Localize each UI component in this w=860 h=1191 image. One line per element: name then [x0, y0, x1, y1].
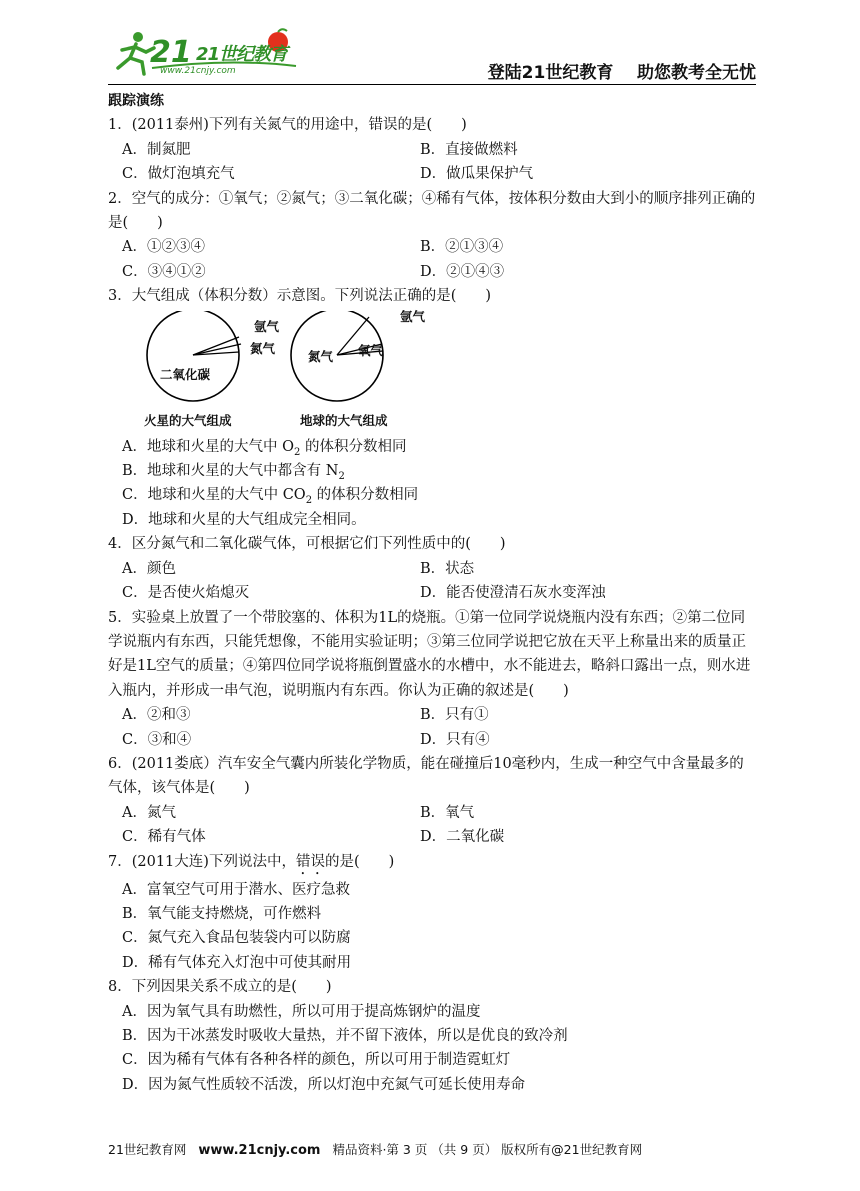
question-1-option-b: B．直接做燃料	[420, 141, 518, 158]
question-7-stem: 7．(2011大连)下列说法中，错误的是( )	[108, 853, 395, 870]
question-7	[108, 850, 758, 976]
question-1-option-c: C．做灯泡填充气	[122, 166, 235, 183]
question-3-option-a: A．地球和火星的大气中 $O_2$ 的体积分数相同	[122, 438, 407, 458]
question-1	[108, 113, 758, 186]
question-1-stem: 1．(2011泰州)下列有关氮气的用途中，错误的是( )	[108, 117, 467, 134]
question-8-stem: 8．下列因果关系不成立的是( )	[108, 979, 332, 996]
page-footer	[108, 1140, 758, 1158]
mars-caption: 火星的大气组成	[144, 412, 232, 428]
question-3-option-d: D．地球和火星的大气组成完全相同。	[122, 511, 366, 528]
question-2-option-c: C．③④①②	[122, 263, 206, 280]
logo-text: 21世纪教育	[196, 44, 288, 65]
atmosphere-figure	[138, 308, 468, 433]
question-1-option-a: A．制氮肥	[122, 141, 191, 158]
question-3-stem: 3．大气组成（体积分数）示意图。下列说法正确的是( )	[108, 288, 492, 305]
question-4	[108, 532, 758, 605]
site-logo	[108, 28, 308, 80]
question-3-option-c: C．地球和火星的大气中 $CO_2$ 的体积分数相同	[122, 487, 419, 507]
question-8-option-d: D．因为氮气性质较不活泼，所以灯泡中充氮气可延长使用寿命	[122, 1076, 526, 1093]
page-header	[108, 28, 756, 84]
question-5-stem: 5．实验桌上放置了一个带胶塞的、体积为1L的烧瓶。①第一位同学说烧瓶内没有东西；②第二位同学说瓶内有东西，只能凭想像，不能用实验证明；③第三位同学说把它放在天平上称量出来的质量正好是1L空气的质量；④第四位同学说将瓶倒置盛水的水槽中，水不能进去，略斜口露出一点，则水进入瓶内，并形成一串气泡，说明瓶内有东西。你认为正确的叙述是( )	[108, 609, 751, 699]
question-6-option-c: C．稀有气体	[122, 829, 206, 846]
section-title: 跟踪演练	[108, 93, 164, 109]
question-3-option-b: B．地球和火星的大气中都含有 $N_2$	[122, 463, 345, 482]
earth-caption: 地球的大气组成	[300, 412, 388, 428]
question-6-option-b: B．氧气	[420, 804, 475, 821]
header-slogan: 登陆21世纪教育 助您教考全无忧	[487, 63, 756, 83]
runner-icon	[118, 32, 154, 74]
footer-left: 21世纪教育网	[108, 1142, 187, 1157]
question-2-option-a: A．①②③④	[122, 239, 205, 256]
question-4-option-a: A．颜色	[122, 560, 176, 577]
question-5-option-d: D．只有④	[420, 731, 490, 748]
question-8-option-a: A．因为氧气具有助燃性，所以可用于提高炼钢炉的温度	[122, 1003, 481, 1020]
question-2-option-d: D．②①④③	[420, 263, 505, 280]
question-4-option-d: D．能否使澄清石灰水变浑浊	[420, 585, 606, 602]
question-2-stem: 2．空气的成分：①氧气；②氮气；③二氧化碳；④稀有气体，按体积分数由大到小的顺序排列正确的是( )	[108, 190, 756, 232]
question-8-option-c: C．因为稀有气体有各种各样的颜色，所以可用于制造霓虹灯	[122, 1052, 511, 1069]
question-6-stem: 6．(2011娄底）汽车安全气囊内所装化学物质，能在碰撞后10毫秒内，生成一种空气中含量最多的气体，该气体是( )	[108, 755, 744, 797]
question-8	[108, 975, 758, 1097]
mars-label-nitrogen: 氮气	[250, 340, 276, 356]
question-7-option-b: B．氧气能支持燃烧，可作燃料	[122, 905, 322, 922]
question-5-option-b: B．只有①	[420, 707, 489, 724]
logo-url-text: www.21cnjy.com	[160, 66, 236, 76]
question-6	[108, 752, 758, 850]
footer-site-link[interactable]: www.21cnjy.com	[198, 1143, 321, 1158]
question-6-option-d: D．二氧化碳	[420, 829, 505, 846]
svg-text:21: 21	[150, 35, 192, 70]
question-3	[108, 284, 758, 532]
mars-circle	[147, 311, 239, 401]
question-7-option-d: D．稀有气体充入灯泡中可使其耐用	[122, 954, 352, 971]
question-4-stem: 4．区分氮气和二氧化碳气体，可根据它们下列性质中的( )	[108, 536, 506, 553]
earth-label-nitrogen: 氮气	[308, 348, 334, 364]
question-5-option-c: C．③和④	[122, 731, 192, 748]
footer-right: 精品资料·第 3 页 （共 9 页） 版权所有@21世纪教育网	[332, 1142, 643, 1157]
emphasis-mark: 错误	[295, 853, 325, 870]
question-7-option-c: C．氮气充入食品包装袋内可以防腐	[122, 930, 351, 947]
header-divider	[108, 84, 756, 85]
question-6-option-a: A．氮气	[122, 804, 176, 821]
question-1-option-d: D．做瓜果保护气	[420, 166, 534, 183]
mars-label-co2: 二氧化碳	[160, 366, 211, 382]
mars-label-argon: 氩气	[254, 318, 280, 334]
question-2-option-b: B．②①③④	[420, 239, 504, 256]
question-4-option-c: C．是否使火焰熄灭	[122, 585, 250, 602]
earth-label-oxygen: 氧气	[358, 342, 384, 358]
question-5-option-a: A．②和③	[122, 707, 191, 724]
earth-label-argon: 氩气	[400, 308, 426, 324]
question-5	[108, 606, 758, 752]
document-body	[108, 89, 758, 1097]
question-8-option-b: B．因为干冰蒸发时吸收大量热，并不留下液体，所以是优良的致冷剂	[122, 1028, 568, 1044]
question-7-option-a: A．富氧空气可用于潜水、医疗急救	[122, 881, 350, 898]
question-4-option-b: B．状态	[420, 560, 475, 577]
question-2	[108, 187, 758, 285]
